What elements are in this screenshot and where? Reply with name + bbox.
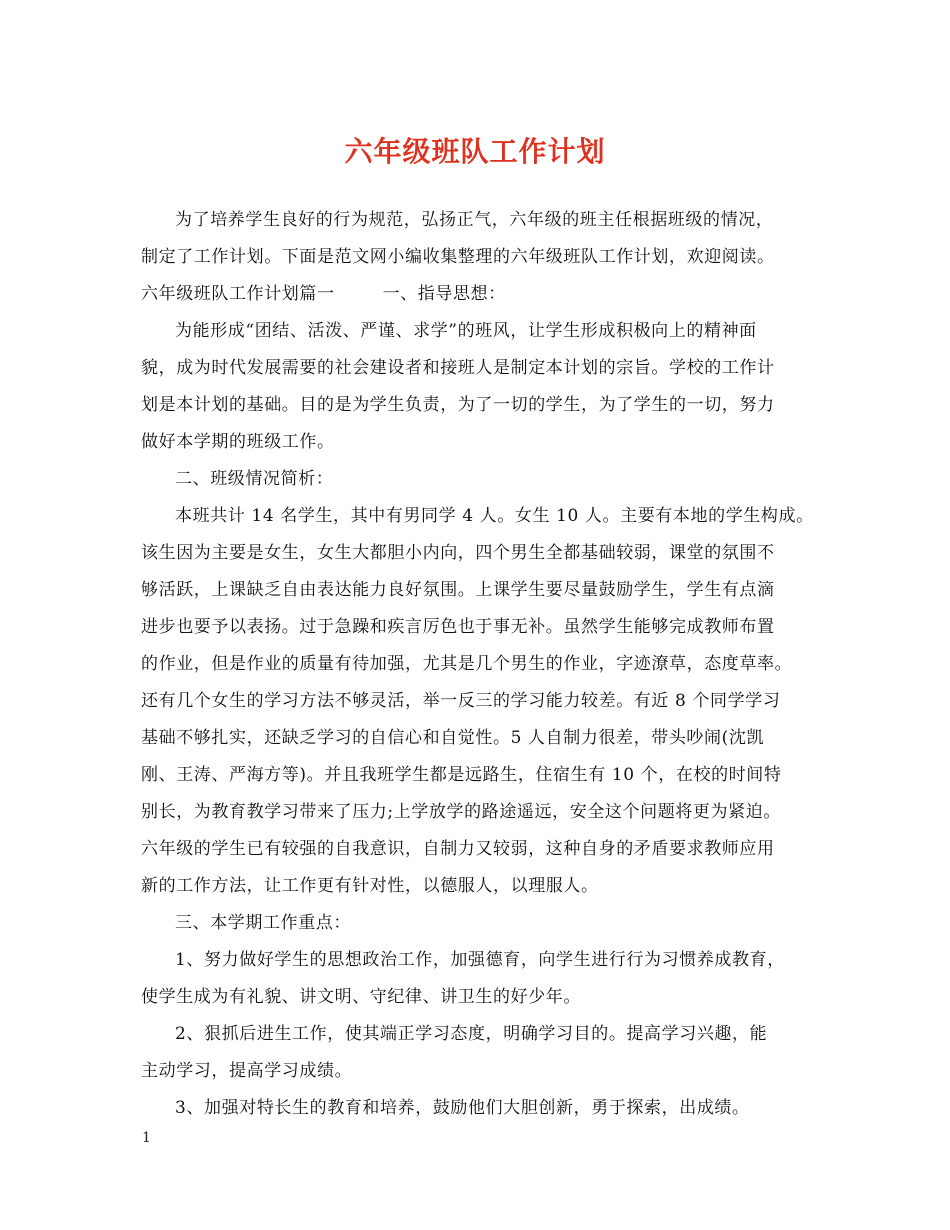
text-line: 基础不够扎实，还缺乏学习的自信心和自觉性。5 人自制力很差，带头吵闹(沈凯 [141, 728, 765, 748]
text-line: 2、狠抓后进生工作，使其端正学习态度，明确学习目的。提高学习兴趣，能 [175, 1024, 768, 1044]
text-line: 使学生成为有礼貌、讲文明、守纪律、讲卫生的好少年。 [141, 987, 581, 1007]
text-line: 做好本学期的班级工作。 [141, 432, 335, 452]
article-heading: 六年级班队工作计划篇一 [141, 284, 335, 304]
section-heading: 一、指导思想： [382, 284, 506, 304]
text-line: 主动学习，提高学习成绩。 [141, 1061, 353, 1081]
text-line: 刚、王涛、严海方等)。并且我班学生都是远路生，住宿生有 10 个，在校的时间特 [141, 765, 782, 785]
text-line: 制定了工作计划。下面是范文网小编收集整理的六年级班队工作计划，欢迎阅读。 [141, 247, 775, 267]
text-line: 新的工作方法，让工作更有针对性，以德服人，以理服人。 [141, 876, 599, 896]
text-line: 六年级的学生已有较强的自我意识，自制力又较弱，这种自身的矛盾要求教师应用 [141, 839, 775, 859]
text-line: 的作业，但是作业的质量有待加强，尤其是几个男生的作业，字迹潦草，态度草率。 [141, 654, 793, 674]
text-line: 进步也要予以表扬。过于急躁和疾言厉色也于事无补。虽然学生能够完成教师布置 [141, 617, 775, 637]
text-line: 本班共计 14 名学生，其中有男同学 4 人。女生 10 人。主要有本地的学生构成。 [175, 506, 814, 526]
section-heading-line [141, 276, 831, 313]
page-number: 1 [142, 1130, 151, 1146]
text-line: 别长，为教育教学习带来了压力;上学放学的路途遥远，安全这个问题将更为紧迫。 [141, 802, 781, 822]
section-heading: 三、本学期工作重点： [175, 913, 351, 933]
text-line: 该生因为主要是女生，女生大都胆小内向，四个男生全都基础较弱，课堂的氛围不 [141, 543, 775, 563]
text-line: 还有几个女生的学习方法不够灵活，举一反三的学习能力较差。有近 8 个同学学习 [141, 691, 781, 711]
text-line: 为能形成“团结、活泼、严谨、求学”的班风，让学生形成积极向上的精神面 [175, 321, 757, 341]
text-line: 貌，成为时代发展需要的社会建设者和接班人是制定本计划的宗旨。学校的工作计 [141, 358, 775, 378]
text-line: 够活跃，上课缺乏自由表达能力良好氛围。上课学生要尽量鼓励学生，学生有点滴 [141, 580, 775, 600]
document-body [141, 202, 831, 1127]
text-line: 为了培养学生良好的行为规范，弘扬正气，六年级的班主任根据班级的情况， [175, 210, 774, 230]
text-line: 划是本计划的基础。目的是为学生负责，为了一切的学生，为了学生的一切，努力 [141, 395, 775, 415]
document-title: 六年级班队工作计划 [344, 135, 606, 168]
section-heading: 二、班级情况简析： [175, 469, 334, 489]
text-line: 3、加强对特长生的教育和培养，鼓励他们大胆创新，勇于探索，出成绩。 [175, 1098, 750, 1118]
text-line: 1、努力做好学生的思想政治工作，加强德育，向学生进行行为习惯养成教育， [175, 950, 785, 970]
